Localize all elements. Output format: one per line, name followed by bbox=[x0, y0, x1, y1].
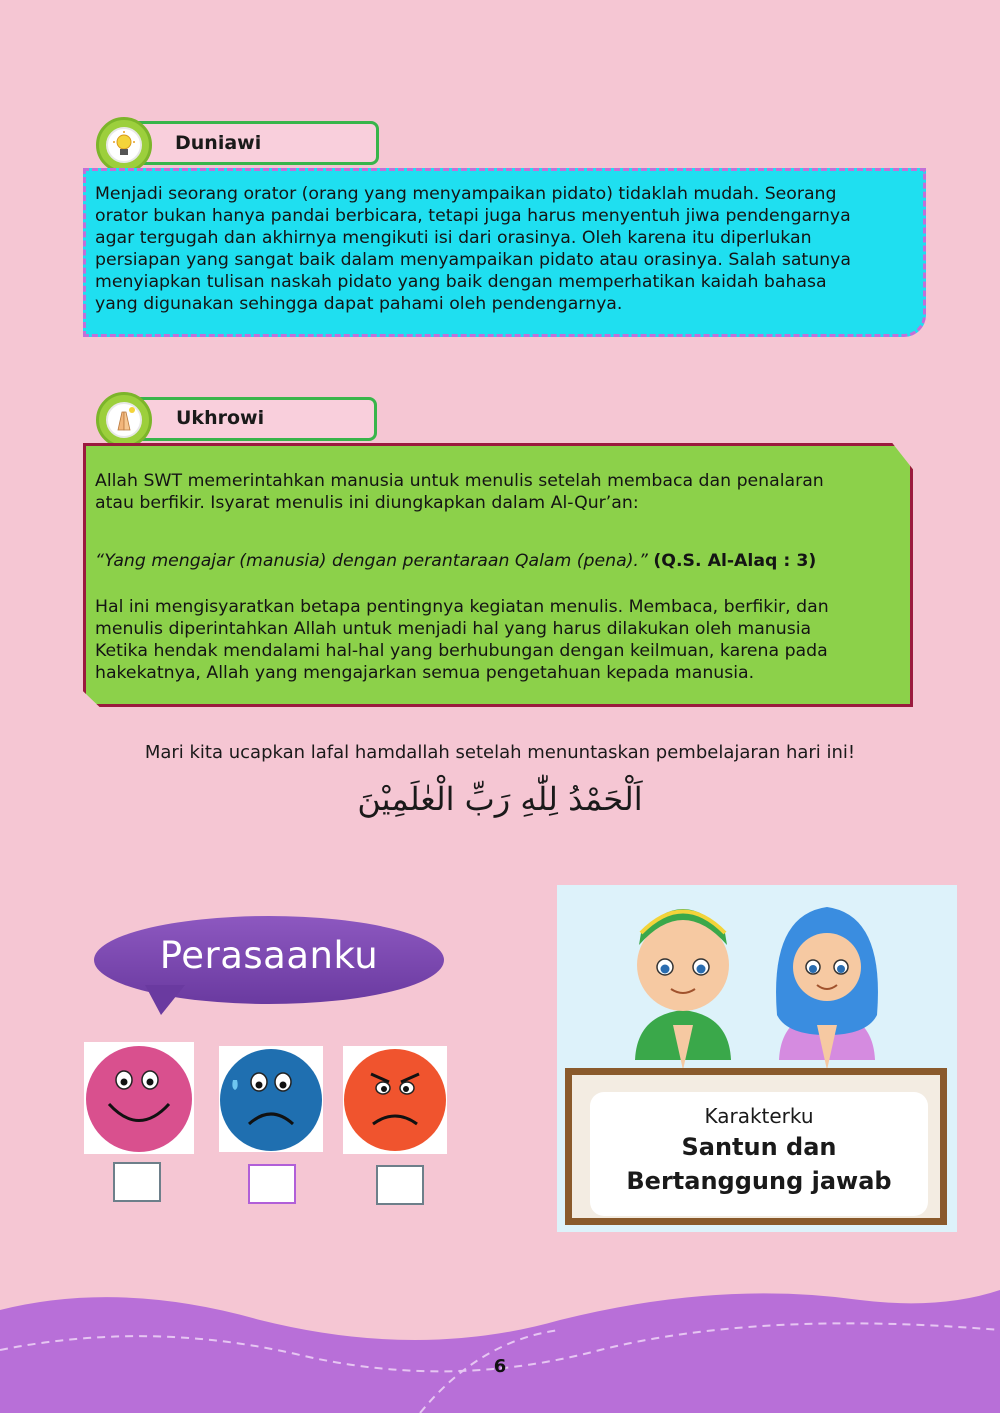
quote-reference: (Q.S. Al-Alaq : 3) bbox=[653, 551, 817, 571]
character-label: Karakterku bbox=[704, 1104, 814, 1128]
feelings-title: Perasaanku bbox=[159, 934, 379, 977]
praying-children-illustration bbox=[557, 885, 957, 1085]
feelings-bubble-tail bbox=[145, 985, 185, 1015]
character-trait-line2: Bertanggung jawab bbox=[626, 1167, 892, 1195]
character-trait-line1: Santun dan bbox=[681, 1133, 837, 1161]
hamdallah-arabic: اَلْحَمْدُ لِلّٰهِ رَبِّ الْعٰلَمِيْنَ bbox=[357, 780, 643, 818]
footer-wave bbox=[0, 1280, 1000, 1413]
ukhrowi-badge bbox=[96, 392, 152, 448]
praying-hands-icon bbox=[108, 404, 140, 436]
quote-text: “Yang mengajar (manusia) dengan perantaraan Qalam (pena).” bbox=[95, 551, 648, 571]
duniawi-title: Duniawi bbox=[175, 132, 262, 154]
happy-face-card bbox=[84, 1042, 194, 1154]
ukhrowi-para1: Allah SWT memerintahkan manusia untuk menulis setelah membaca dan penalaran atau berfikir. Isyarat menulis ini diungkapkan dalam Al-Qur’an: bbox=[95, 471, 824, 513]
sad-face-icon bbox=[219, 1046, 323, 1152]
ukhrowi-title: Ukhrowi bbox=[176, 407, 265, 429]
duniawi-badge bbox=[96, 117, 152, 173]
sad-checkbox[interactable] bbox=[248, 1164, 296, 1204]
ukhrowi-para2: Hal ini mengisyaratkan betapa pentingnya kegiatan menulis. Membaca, berfikir, dan menulis diperintahkan Allah untuk menjadi hal yang harus dilakukan oleh manusia Ketika hendak mendalami hal-hal yang berhubungan dengan keilmuan, karena pada hakekatnya, Allah yang mengajarkan semua pengetahuan kepada manusia. bbox=[95, 597, 829, 683]
sad-face-card bbox=[219, 1046, 323, 1152]
duniawi-text: Menjadi seorang orator (orang yang menyampaikan pidato) tidaklah mudah. Seorang orator bukan hanya pandai berbicara, tetapi juga harus menyentuh jiwa pendengarnya agar tergugah dan akhirnya mengikuti isi dari orasinya. Oleh karena itu diperlukan persiapan yang sangat baik dalam menyampaikan pidato atau orasinya. Salah satunya menyiapkan tulisan naskah pidato yang baik dengan memperhatikan kaidah bahasa yang digunakan sehingga dapat pahami oleh pendengarnya. bbox=[95, 184, 851, 314]
happy-checkbox[interactable] bbox=[113, 1162, 161, 1202]
page-number: 6 bbox=[493, 1356, 507, 1377]
angry-face-card bbox=[343, 1046, 447, 1154]
angry-checkbox[interactable] bbox=[376, 1165, 424, 1205]
lightbulb-icon bbox=[108, 129, 140, 161]
ukhrowi-quote bbox=[95, 550, 905, 572]
happy-face-icon bbox=[84, 1042, 194, 1154]
closing-instruction: Mari kita ucapkan lafal hamdallah setelah menuntaskan pembelajaran hari ini! bbox=[144, 742, 856, 763]
angry-face-icon bbox=[343, 1046, 447, 1154]
